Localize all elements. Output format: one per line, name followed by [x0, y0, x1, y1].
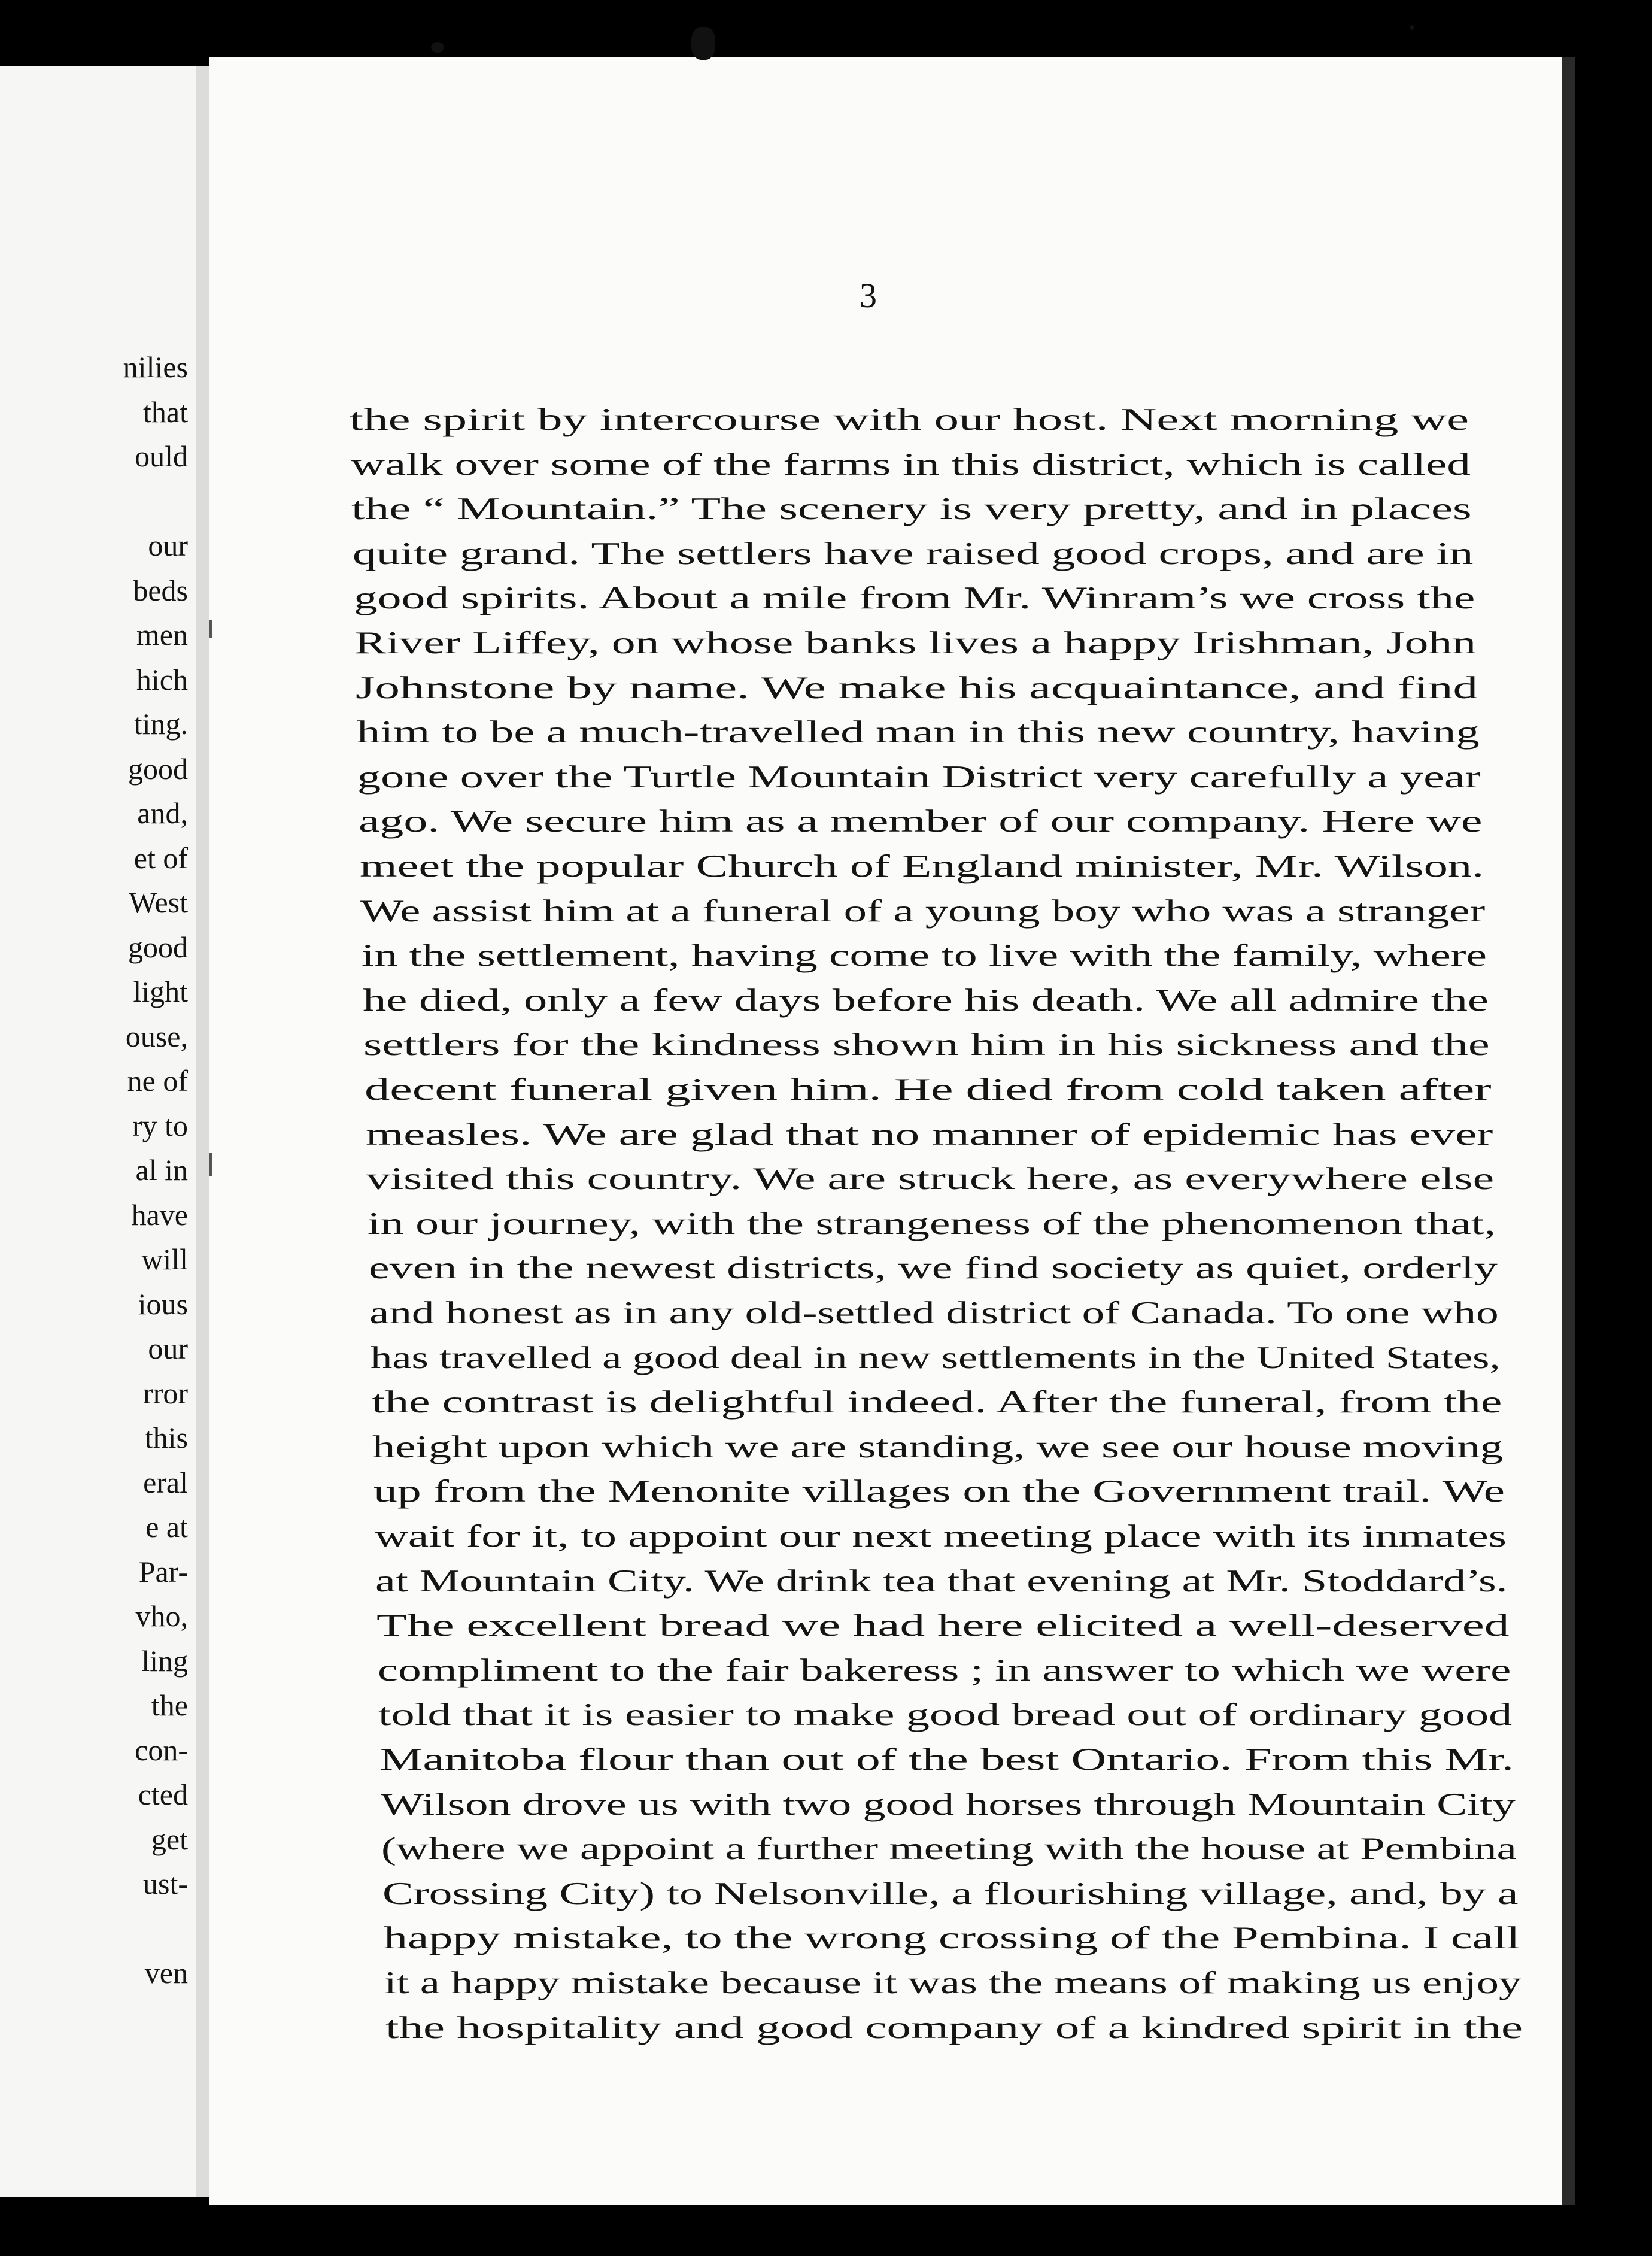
body-text-line: Johnstone by name. We make his acquaintance, and find: [356, 670, 1478, 705]
page-edge-shadow: [1562, 57, 1575, 2205]
left-page-fragment: the: [151, 1688, 188, 1722]
book-gutter: [196, 66, 209, 2197]
body-text-line: happy mistake, to the wrong crossing of the Pembina. I call: [383, 1921, 1520, 1956]
body-text-line: gone over the Turtle Mountain District very carefully a year: [357, 759, 1481, 795]
scan-speck: [431, 42, 444, 53]
left-page-fragment: will: [141, 1242, 188, 1276]
body-text-line: Wilson drove us with two good horses through Mountain City: [380, 1787, 1516, 1822]
left-page-fragment: get: [151, 1822, 188, 1856]
body-text-line: in our journey, with the strangeness of the phenomenon that,: [368, 1206, 1496, 1241]
body-text-line: visited this country. We are struck here, as everywhere else: [366, 1162, 1495, 1197]
body-text-line: Manitoba flour than out of the best Ontario. From this Mr.: [379, 1742, 1514, 1777]
page-number: 3: [860, 276, 877, 315]
body-text-line: up from the Menonite villages on the Government trail. We: [373, 1474, 1505, 1509]
left-page-fragment: ouse,: [125, 1019, 188, 1053]
left-page-fragment: good: [128, 751, 188, 786]
body-text-line: the hospitality and good company of a kindred spirit in the: [385, 2010, 1523, 2045]
left-page-fragment: ust-: [143, 1867, 188, 1900]
body-text-line: compliment to the fair bakeress ; in answer to which we were: [377, 1652, 1511, 1688]
left-page-fragment: rror: [143, 1376, 188, 1410]
left-page-fragment: have: [131, 1197, 188, 1232]
left-page-fragment: good: [128, 930, 188, 964]
body-text-line: it a happy mistake because it was the means of making us enjoy: [384, 1966, 1522, 2000]
body-text-line: The excellent bread we had here elicited a well-deserved: [376, 1608, 1510, 1644]
left-page-fragment: this: [144, 1421, 188, 1454]
left-page-fragment: nilies: [123, 350, 188, 384]
left-page-fragment: con-: [135, 1733, 188, 1767]
body-text-line: the “ Mountain.” The scenery is very pretty, and in places: [351, 492, 1472, 527]
left-page-fragment: cted: [138, 1778, 188, 1811]
body-text-line: decent funeral given him. He died from cold taken after: [365, 1072, 1492, 1107]
left-page-fragment: ting.: [133, 707, 188, 741]
body-text-line: Crossing City) to Nelsonville, a flourishing village, and, by a: [382, 1876, 1519, 1911]
body-text-line: height upon which we are standing, we see our house moving: [372, 1429, 1504, 1464]
left-page-fragment: light: [133, 975, 188, 1008]
margin-mark: [209, 1153, 212, 1176]
left-page-fragment: men: [136, 618, 188, 651]
body-text-line: ago. We secure him as a member of our company. Here we: [359, 804, 1483, 839]
body-text-line: even in the newest districts, we find society as quiet, orderly: [368, 1251, 1498, 1286]
left-page-fragment: eral: [143, 1465, 188, 1499]
body-text-line: wait for it, to appoint our next meeting place with its inmates: [374, 1519, 1507, 1554]
left-page-fragment: ne of: [127, 1064, 188, 1097]
body-text-line: River Liffey, on whose banks lives a happy Irishman, John: [354, 626, 1477, 660]
body-text-line: him to be a much-travelled man in this new country, having: [356, 715, 1480, 750]
left-page-fragment: Par-: [138, 1554, 188, 1588]
left-page-fragment: that: [143, 395, 188, 429]
body-text-line: has travelled a good deal in new settlements in the United States,: [371, 1340, 1501, 1375]
body-text-line: at Mountain City. We drink tea that evening at Mr. Stoddard’s.: [375, 1563, 1508, 1599]
body-text-line: settlers for the kindness shown him in his sickness and the: [363, 1027, 1490, 1063]
body-text-line: he died, only a few days before his death. We all admire the: [362, 983, 1489, 1018]
left-page-fragment: ould: [135, 439, 188, 473]
left-page-fragment: et of: [133, 841, 188, 875]
left-page: [0, 66, 196, 2197]
left-page-fragment: ry to: [132, 1108, 188, 1142]
left-page-fragment: beds: [133, 573, 188, 607]
body-text-line: told that it is easier to make good bread out of ordinary good: [378, 1697, 1513, 1733]
body-text-line: good spirits. About a mile from Mr. Winram’s we cross the: [353, 581, 1475, 616]
body-text-line: meet the popular Church of England minister, Mr. Wilson.: [359, 849, 1484, 884]
left-page-fragment: ven: [144, 1956, 188, 1990]
body-text-line: measles. We are glad that no manner of epidemic has ever: [365, 1117, 1493, 1152]
body-text-line: and honest as in any old-settled district of Canada. To one who: [369, 1296, 1499, 1330]
left-page-fragment: ious: [138, 1287, 188, 1321]
left-page-fragment: al in: [135, 1153, 188, 1187]
body-text-line: walk over some of the farms in this district, which is called: [350, 447, 1471, 482]
body-text-line: in the settlement, having come to live with the family, where: [362, 938, 1487, 974]
left-page-fragment: and,: [137, 796, 188, 830]
left-page-fragment: vho,: [135, 1599, 188, 1633]
body-text-line: the spirit by intercourse with our host. Next morning we: [350, 402, 1469, 437]
left-page-fragment: hich: [136, 662, 188, 696]
left-page-fragment: our: [148, 1332, 188, 1365]
body-text-line: We assist him at a funeral of a young boy who was a stranger: [360, 893, 1486, 929]
margin-mark: [209, 620, 212, 638]
body-text-line: quite grand. The settlers have raised good crops, and are in: [353, 536, 1474, 571]
scan-speck: [1410, 25, 1414, 30]
left-page-fragment: our: [148, 529, 188, 562]
body-text-line: the contrast is delightful indeed. After the funeral, from the: [371, 1385, 1502, 1420]
scan-speck: [691, 27, 715, 60]
right-page: [209, 57, 1562, 2205]
left-page-fragment: e at: [145, 1510, 188, 1544]
left-page-fragment: ling: [141, 1644, 188, 1678]
body-text-line: (where we appoint a further meeting with the house at Pembina: [381, 1832, 1517, 1867]
left-page-fragment: West: [129, 886, 188, 919]
